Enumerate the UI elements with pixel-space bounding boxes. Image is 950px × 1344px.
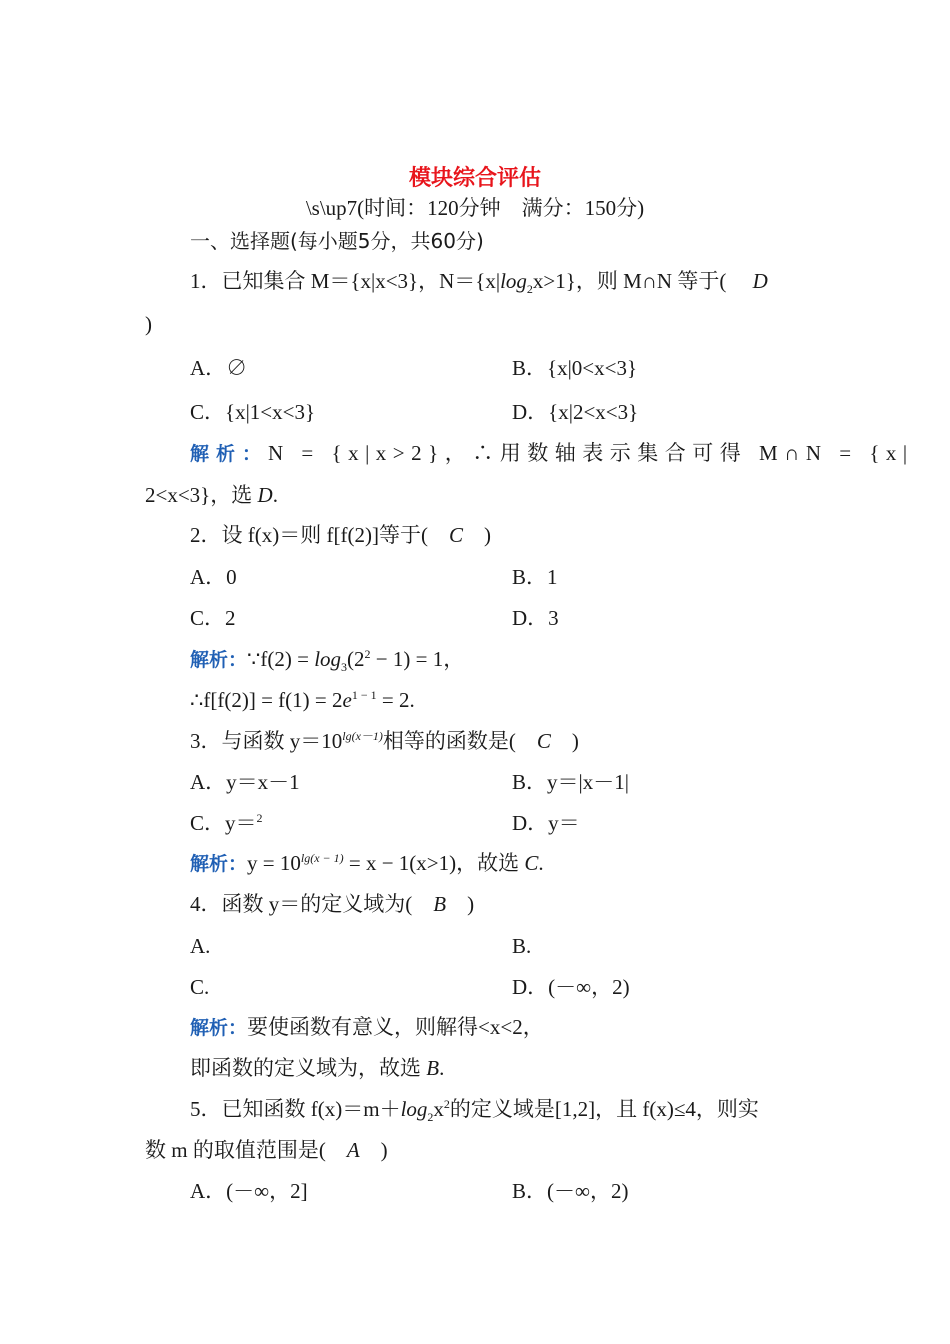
section-heading: 一、选择题(每小题5分，共60分): [190, 229, 484, 253]
question-4-solution-cont: 即函数的定义域为，故选 B.: [190, 1056, 445, 1080]
question-2-answer: C: [448, 523, 463, 547]
option-c: C．2: [190, 606, 236, 630]
question-3-answer: C: [536, 729, 551, 753]
question-5-answer: A: [346, 1138, 360, 1162]
option-b: B．y＝|x－1|: [512, 770, 629, 794]
question-5-stem-cont: 数 m 的取值范围是( A ): [145, 1138, 388, 1162]
solution-label: 解析：: [190, 1017, 248, 1039]
option-b: B.: [512, 934, 532, 958]
question-2-solution: 解析：∵f(2) = $\log_3(2^2 - 1) = 1$，: [190, 647, 465, 675]
exam-info: \s\up7(时间：120分钟 满分：150分): [305, 196, 645, 220]
question-4-solution: 解析：要使函数有意义，则解得<x<2，: [190, 1015, 544, 1039]
option-b: B．1: [512, 565, 558, 589]
option-b: B．(－∞，2): [512, 1179, 629, 1203]
option-d: D．(－∞，2): [512, 975, 630, 999]
question-3-stem: 3．与函数 $y=10^{lg(x-1)}$相等的函数是( C ): [190, 729, 579, 753]
option-d: D．3: [512, 606, 559, 630]
option-d: D．y＝: [512, 811, 580, 835]
question-1-answer: D: [752, 269, 768, 293]
option-a: A．y＝x－1: [190, 770, 300, 794]
question-5-stem: 5．已知函数 $f(x)=m+\log_2x^2$的定义域是[1,2]，且 f(x)≤4，则实: [190, 1097, 759, 1125]
question-4-stem: 4．函数 y＝的定义域为( B ): [190, 892, 475, 916]
question-4-answer: B: [433, 892, 447, 916]
option-c: C．y＝$^2$: [190, 811, 263, 835]
option-c: C．{x|1<x<3}: [190, 400, 316, 424]
question-1-stem: 1．已知集合 M＝{x|x<3}，$N=\{x|\log_2x>1\}$，则 M∩N 等于( D: [190, 269, 768, 297]
option-a: A．(－∞，2]: [190, 1179, 308, 1203]
solution-label: 解析：: [190, 853, 248, 875]
option-d: D．{x|2<x<3}: [512, 400, 639, 424]
question-2-stem: 2．设 f(x)＝则 f[f(2)]等于( C ): [190, 523, 491, 547]
solution-label: 解析：: [190, 649, 248, 671]
option-a: A．∅: [190, 356, 248, 380]
option-c: C.: [190, 975, 210, 999]
option-a: A．0: [190, 565, 237, 589]
question-2-solution-cont: ∴f[f(2)] = $f(1) = 2e^{1 - 1} = 2$.: [190, 688, 415, 712]
question-1-solution-cont: 2<x<3}，选 D.: [145, 483, 278, 507]
question-1-solution: 解析：N = {x|x>2}，∴用数轴表示集合可得 M∩N = {x|: [190, 441, 914, 465]
question-1-close: ): [145, 312, 152, 336]
solution-label: 解析：: [190, 443, 269, 465]
option-b: B．{x|0<x<3}: [512, 356, 638, 380]
question-3-solution: 解析：$y = 10^{lg(x - 1)} = x - 1(x>1)$，故选 C.: [190, 851, 544, 875]
option-a: A.: [190, 934, 211, 958]
page-title: 模块综合评估: [408, 166, 541, 191]
